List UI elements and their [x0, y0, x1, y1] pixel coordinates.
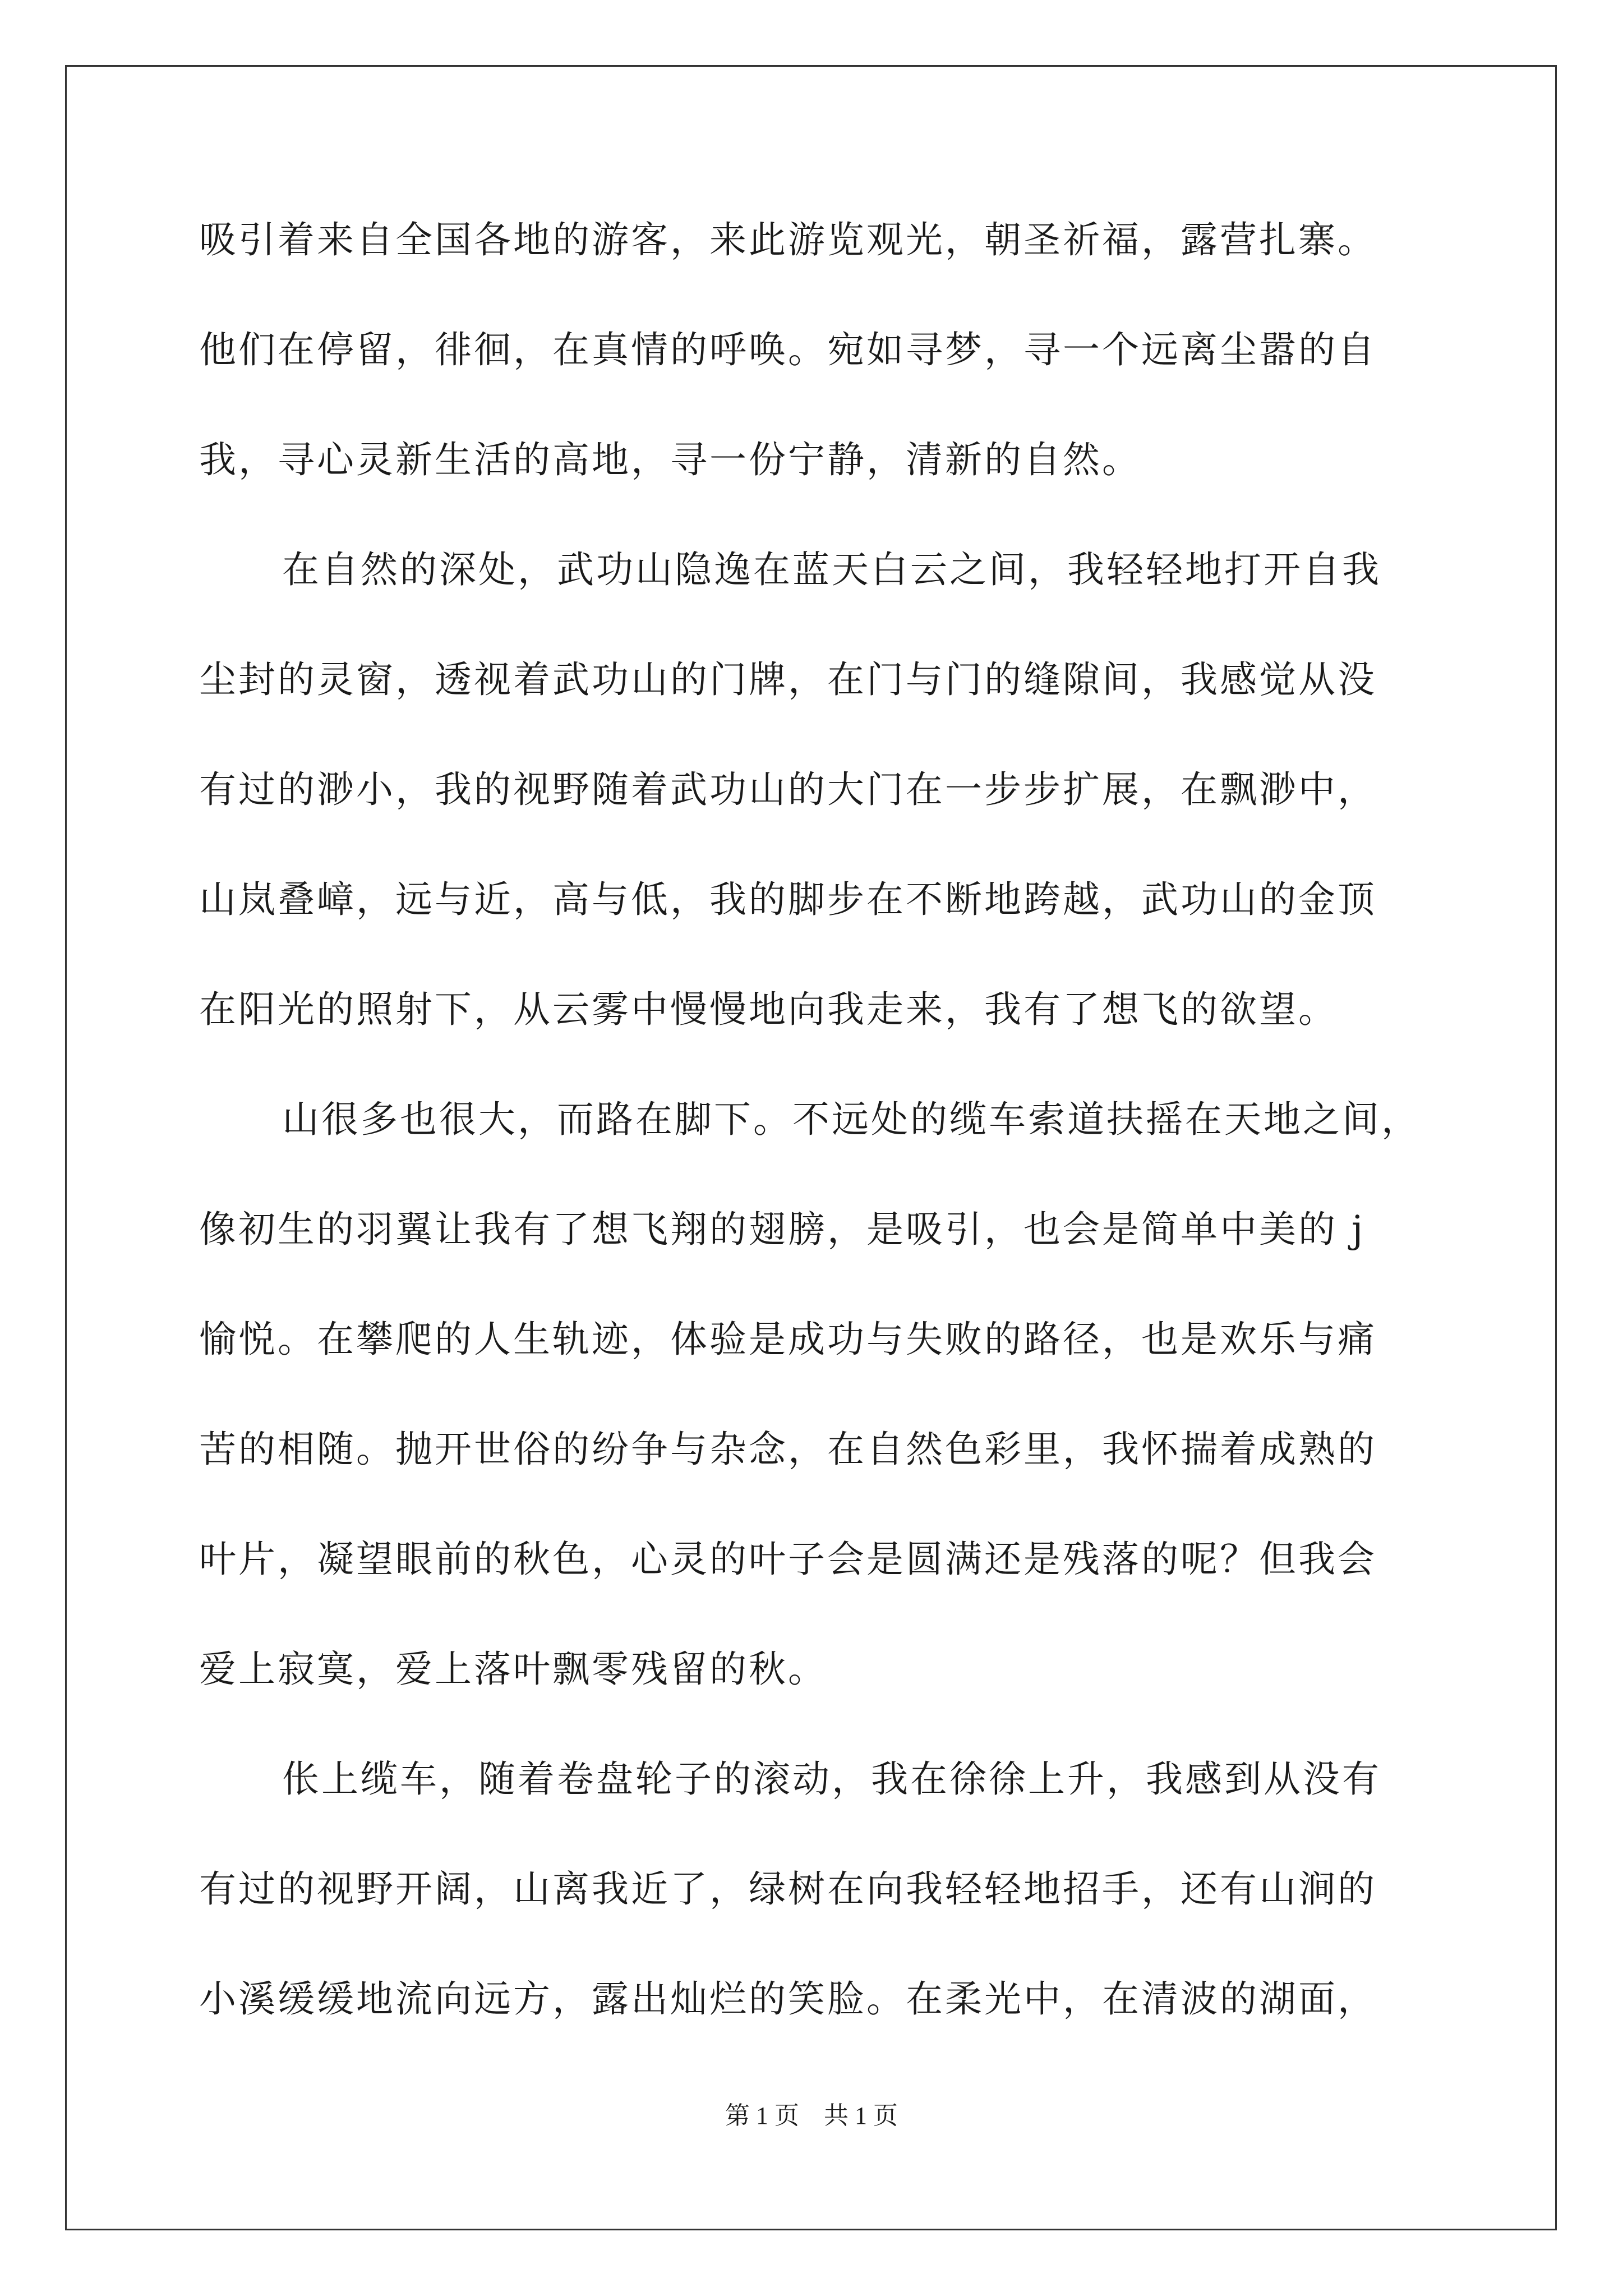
paragraph-start-line: 山很多也很大，而路在脚下。不远处的缆车索道扶摇在天地之间， — [282, 1098, 1421, 1141]
text-line: 爱上寂寞，爱上落叶飘零残留的秋。 — [199, 1648, 827, 1691]
paragraph-start-line: 在自然的深处，武功山隐逸在蓝天白云之间，我轻轻地打开自我 — [282, 548, 1381, 591]
text-line: 尘封的灵窗，透视着武功山的门牌，在门与门的缝隙间，我感觉从没 — [199, 658, 1377, 701]
text-line: 叶片，凝望眼前的秋色，心灵的叶子会是圆满还是残落的呢？但我会 — [199, 1538, 1377, 1581]
text-line: 有过的视野开阔，山离我近了，绿树在向我轻轻地招手，还有山涧的 — [199, 1867, 1377, 1911]
page-number: 第 1 页 共 1 页 — [725, 2102, 898, 2129]
text-line: 他们在停留，徘徊，在真情的呼唤。宛如寻梦，寻一个远离尘嚣的自 — [199, 328, 1377, 371]
text-line: 像初生的羽翼让我有了想飞翔的翅膀，是吸引，也会是简单中美的 j — [199, 1208, 1366, 1251]
text-line: 愉悦。在攀爬的人生轨迹，体验是成功与失败的路径，也是欢乐与痛 — [199, 1318, 1377, 1361]
text-line: 有过的渺小，我的视野随着武功山的大门在一步步扩展，在飘渺中， — [199, 768, 1377, 811]
text-line: 苦的相随。抛开世俗的纷争与杂念，在自然色彩里，我怀揣着成熟的 — [199, 1428, 1377, 1471]
text-line: 小溪缓缓地流向远方，露出灿烂的笑脸。在柔光中，在清波的湖面， — [199, 1977, 1377, 2021]
paragraph-start-line: 伥上缆车，随着卷盘轮子的滚动，我在徐徐上升，我感到从没有 — [282, 1757, 1381, 1801]
text-line: 在阳光的照射下，从云雾中慢慢地向我走来，我有了想飞的欲望。 — [199, 988, 1338, 1031]
text-line: 吸引着来自全国各地的游客，来此游览观光，朝圣祈福，露营扎寨。 — [199, 218, 1377, 261]
document-body — [199, 206, 1433, 2076]
text-line: 山岚叠嶂，远与近，高与低，我的脚步在不断地跨越，武功山的金顶 — [199, 878, 1377, 921]
text-line: 我，寻心灵新生活的高地，寻一份宁静，清新的自然。 — [199, 438, 1141, 481]
